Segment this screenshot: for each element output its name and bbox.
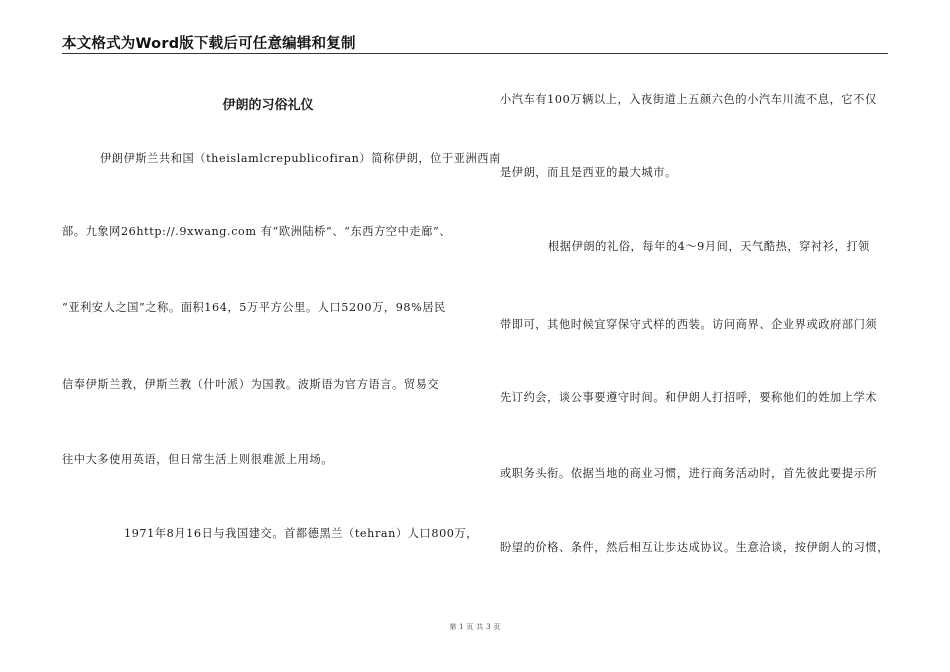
paragraph-line: 是伊朗，而且是西亚的最大城市。 bbox=[500, 166, 677, 179]
paragraph-line: 往中大多使用英语，但日常生活上则很难派上用场。 bbox=[62, 453, 334, 466]
document-banner: 本文格式为Word版下载后可任意编辑和复制 bbox=[62, 36, 356, 52]
paragraph-line: 伊朗伊斯兰共和国（theislamlcrepublicofiran）简称伊朗，位于亚洲西南 bbox=[100, 152, 501, 165]
paragraph-line: “亚利安人之国”之称。面积164，5万平方公里。人口5200万，98%居民 bbox=[62, 301, 446, 314]
paragraph-line: 1971年8月16日与我国建交。首都德黑兰（tehran）人口800万， bbox=[124, 527, 479, 540]
paragraph-line: 带即可，其他时候宜穿保守式样的西装。访问商界、企业界或政府部门须 bbox=[500, 318, 878, 331]
paragraph-line: 小汽车有100万辆以上，入夜街道上五颜六色的小汽车川流不息，它不仅 bbox=[500, 93, 877, 106]
paragraph-line: 根据伊朗的礼俗，每年的4～9月间，天气酷热，穿衬衫，打领 bbox=[548, 240, 870, 253]
paragraph-line: 信奉伊斯兰教，伊斯兰教（什叶派）为国教。波斯语为官方语言。贸易交 bbox=[62, 378, 440, 391]
paragraph-line: 或职务头衔。依据当地的商业习惯，进行商务活动时，首先彼此要提示所 bbox=[500, 467, 878, 480]
paragraph-line: 先订约会，谈公事要遵守时间。和伊朗人打招呼，要称他们的姓加上学术 bbox=[500, 391, 878, 404]
article-title: 伊朗的习俗礼仪 bbox=[222, 98, 314, 113]
paragraph-line: 盼望的价格、条件，然后相互让步达成协议。生意洽谈，按伊朗人的习惯， bbox=[500, 541, 889, 554]
page-indicator: 第 1 页 共 3 页 bbox=[449, 623, 501, 631]
header-divider bbox=[62, 53, 888, 54]
paragraph-line: 部。九象网26http://.9xwang.com 有“欧洲陆桥”、“东西方空中走廊”、 bbox=[62, 225, 452, 238]
